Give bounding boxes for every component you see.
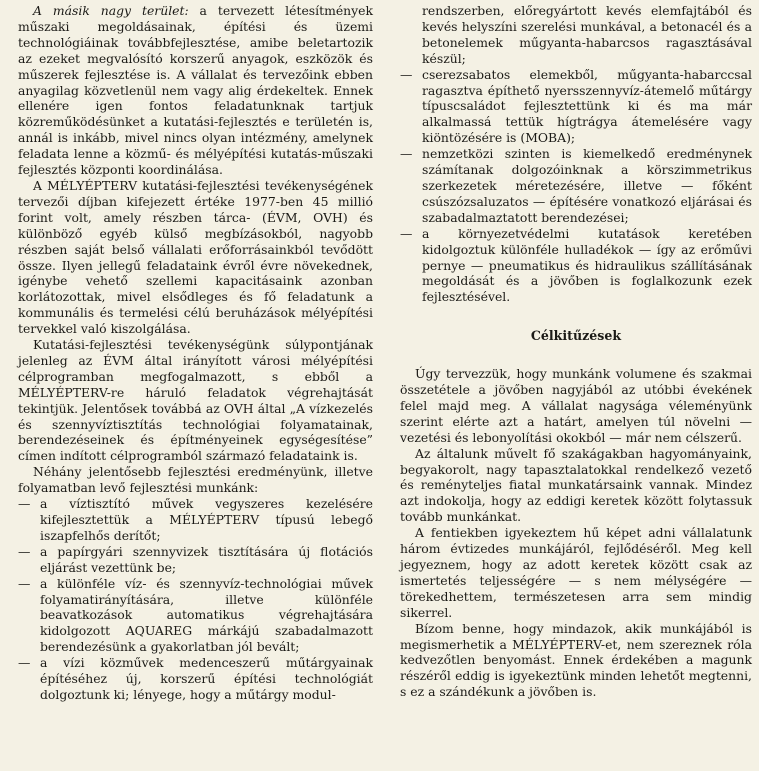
paragraph-staff: Az általunk művelt fő szakágakban hagyományaink, begyakorolt, nagy tapasztalatokkal rendelkező vezető és reményteljes fiatal munkatársaink vannak. Mindez azt indokolja, hogy az eddigi keretek között folytassuk tovább munkánkat. xyxy=(400,445,752,525)
right-column xyxy=(400,3,752,700)
list-item: — a különféle víz- és szennyvíz-technológiai művek folyamatirányítására, illetve különféle beavatkozások automatikus végrehajtására kidolgozott AQUAREG márkájú szabadalmazott berendezésünk a gyakorlatban jól bevált; xyxy=(18,576,373,656)
section-heading: Célkitűzések xyxy=(530,328,622,344)
list-item: — a környezetvédelmi kutatások keretében kidolgoztuk különféle hulladékok — így az erőművi pernye — pneumatikus és hidraulikus szállításának megoldását és a jövőben is foglalkozunk ezek fejlesztésével. xyxy=(400,226,752,306)
left-column xyxy=(18,3,373,703)
paragraph-results-intro: Néhány jelentősebb fejlesztési eredményünk, illetve folyamatban levő fejlesztési munkánk: xyxy=(18,464,373,496)
results-list xyxy=(18,496,373,703)
paragraph-focus: Kutatási-fejlesztési tevékenységünk súlypontjának jelenleg az ÉVM által irányított városi mélyépítési célprogramban megfogalmazott, s ebből a MÉLYÉPTERV-re háruló feladatok végrehajtását tekintjük. Jelentősek továbbá az OVH által „A vízkezelés és szennyvíztisztítás technológiai folyamatainak, berendezéseinek és építményeinek egységesítése” címen indított célprogramból származó feladataink is. xyxy=(18,337,373,464)
list-item: — cserezsabatos elemekből, műgyanta-habarccsal ragasztva építhető nyersszennyvíz-átemelő műtárgy típuscsaládot fejlesztettünk ki és ma már alkalmassá tettük hígtrágya átemelésére vagy kiöntözésére is (MOBA); xyxy=(400,67,752,147)
list-item: — nemzetközi szinten is kiemelkedő eredménynek számítanak dolgozóinknak a körszimmetrikus szerkezetek méretezésére, illetve — főként csúszózsaluzatos — építésére vonatkozó eljárásai és szabadalmaztatott berendezései; xyxy=(400,146,752,226)
list-item: — a papírgyári szennyvizek tisztítására új flotációs eljárást vezettünk be; xyxy=(18,544,373,576)
paragraph-intro-text: a tervezett létesítmények műszaki megoldásainak, építési és üzemi technológiáinak továbbfejlesztése, amibe beletartozik az ezeket megvalósító korszerű anyagok, eszközök és műszerek fejlesztése is. A vállalat és tervezőink ebben anyagilag közvetlenül nem vagy alig érdekeltek. Ennek ellenére igen fontos feladatunknak tartjuk közreműködésünket a kutatási-fejlesztés e területén is, annál is inkább, mivel nincs olyan intézmény, amelynek feladata lenne a közmű- és mélyépítési kutatás-műszaki fejlesztés központi koordinálása. xyxy=(18,3,373,178)
list-item-continuation: rendszerben, előregyártott kevés elemfajtából és kevés helyszíni szerelési munkával, a betonacél és a betonelemek műgyanta-habarcsos ragasztásával készül; xyxy=(422,3,752,66)
list-item: — a víztisztító művek vegyszeres kezelésére kifejlesztettük a MÉLYÉPTERV típusú lebegő iszapfelhős derítőt; xyxy=(18,496,373,544)
paragraph-closing: Bízom benne, hogy mindazok, akik munkájából is megismerhetik a MÉLYÉPTERV-et, nem szereznek róla kedvezőtlen benyomást. Ennek érdekében a magunk részéről eddig is igyekeztünk minden lehetőt megtenni, s ez a szándékunk a jövőben is. xyxy=(400,620,752,700)
paragraph-intro xyxy=(18,3,373,178)
results-list-continued xyxy=(400,67,752,306)
lead-phrase: A másik nagy terület: xyxy=(33,3,189,18)
paragraph-summary: A fentiekben igyekeztem hű képet adni vállalatunk három évtizedes munkájáról, fejlődéséről. Meg kell jegyeznem, hogy az adott keretek között csak az ismertetés teljességére — s nem mélységére — törekedhettem, természetesen arra sem mindig sikerrel. xyxy=(400,525,752,620)
paragraph-budget: A MÉLYÉPTERV kutatási-fejlesztési tevékenységének tervezői díjban kifejezett értéke 1977-ben 45 millió forint volt, amely részben tárca- (ÉVM, OVH) és különböző egyéb külső megbízásokból, nagyobb részben saját belső vállalati erőforrásainkból tevődött össze. Ilyen jellegű feladataink évről évre növekednek, igénybe vehető szellemi kapacitásaink azonban korlátozottak, mivel elsődleges és fő feladatunk a kommunális és termelési célú beruházások mélyépítési tervekkel való kiszolgálása. xyxy=(18,177,373,337)
list-item: — a vízi közművek medenceszerű műtárgyainak építéséhez új, korszerű építési technológiát dolgoztunk ki; lényege, hogy a műtárgy modul- xyxy=(18,655,373,703)
paragraph-volume: Úgy tervezzük, hogy munkánk volumene és szakmai összetétele a jövőben nagyjából az utóbbi évekének felel majd meg. A vállalat nagysága véleményünk szerint elérte azt a határt, amelyen túl növelni — vezetési és lebonyolítási okokból — már nem célszerű. xyxy=(400,366,752,445)
